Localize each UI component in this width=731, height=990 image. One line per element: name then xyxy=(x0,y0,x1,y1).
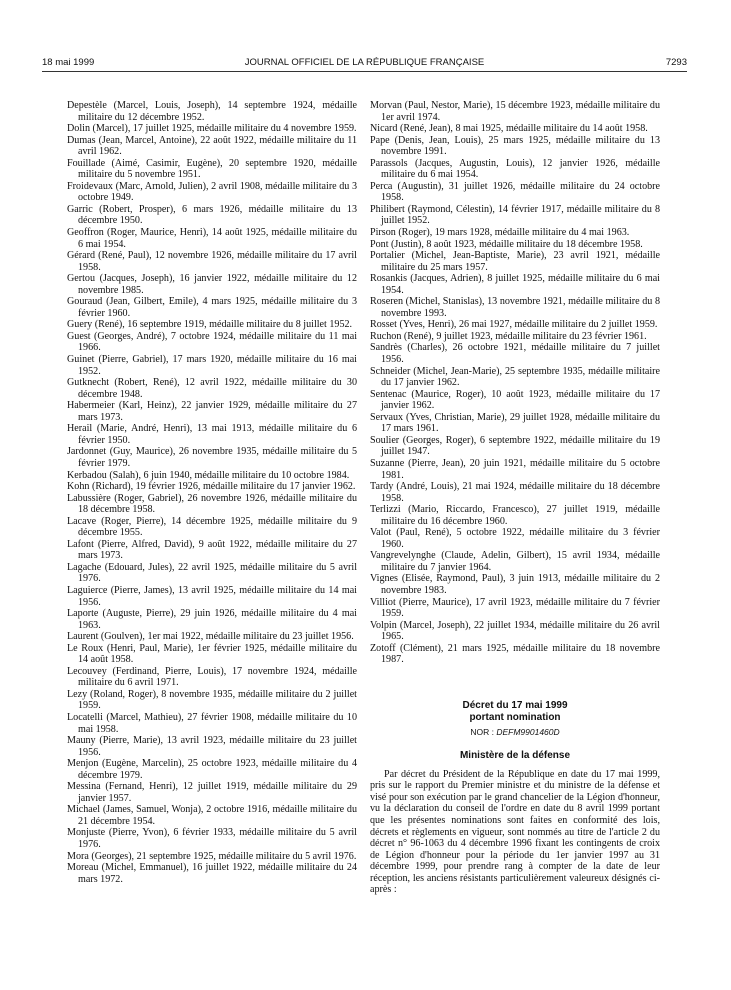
journal-title: JOURNAL OFFICIEL DE LA RÉPUBLIQUE FRANÇAISE xyxy=(244,57,485,68)
decoration-entry: Roseren (Michel, Stanislas), 13 novembre 1921, médaille militaire du 8 novembre 1993. xyxy=(370,296,660,319)
decoration-entry: Moreau (Michel, Emmanuel), 16 juillet 1922, médaille militaire du 24 mars 1972. xyxy=(67,862,357,885)
decoration-entry: Lafont (Pierre, Alfred, David), 9 août 1922, médaille militaire du 27 mars 1973. xyxy=(67,538,357,562)
decoration-entry: Laguierce (Pierre, James), 13 avril 1925, médaille militaire du 14 mai 1956. xyxy=(67,584,357,608)
decoration-entry: Sentenac (Maurice, Roger), 10 août 1923, médaille militaire du 17 janvier 1962. xyxy=(370,388,660,412)
decoration-entry: Gutknecht (Robert, René), 12 avril 1922, médaille militaire du 30 décembre 1948. xyxy=(67,377,357,400)
decoration-entry: Philibert (Raymond, Célestin), 14 février 1917, médaille militaire du 8 juillet 1952. xyxy=(370,203,660,227)
decoration-entry: Herail (Marie, André, Henri), 13 mai 1913, médaille militaire du 6 février 1950. xyxy=(67,423,357,446)
decoration-entry: Perca (Augustin), 31 juillet 1926, médaille militaire du 24 octobre 1958. xyxy=(370,180,660,204)
decoration-entry: Vignes (Elisée, Raymond, Paul), 3 juin 1913, médaille militaire du 2 novembre 1983. xyxy=(370,573,660,596)
decoration-entry: Mora (Georges), 21 septembre 1925, médaille militaire du 5 avril 1976. xyxy=(67,850,357,862)
decoration-entry: Kohn (Richard), 19 février 1926, médaille militaire du 17 janvier 1962. xyxy=(67,481,356,493)
decoration-entry: Depestèle (Marcel, Louis, Joseph), 14 septembre 1924, médaille militaire du 12 décembre 1952. xyxy=(67,100,357,123)
decoration-entry: Gertou (Jacques, Joseph), 16 janvier 1922, médaille militaire du 12 novembre 1985. xyxy=(67,273,357,296)
spacer xyxy=(370,666,660,700)
decree-title: Décret du 17 mai 1999 xyxy=(462,699,568,711)
decoration-entry: Lecouvey (Ferdinand, Pierre, Louis), 17 novembre 1924, médaille militaire du 6 avril 1971. xyxy=(67,665,357,689)
decoration-entry: Dumas (Jean, Marcel, Antoine), 22 août 1922, médaille militaire du 11 avril 1962. xyxy=(67,134,357,158)
decoration-entry: Jardonnet (Guy, Maurice), 26 novembre 1935, médaille militaire du 5 février 1979. xyxy=(67,446,357,469)
decoration-entry: Guinet (Pierre, Gabriel), 17 mars 1920, médaille militaire du 16 mai 1952. xyxy=(67,354,357,377)
nor-reference xyxy=(370,727,660,738)
right-entries-list xyxy=(370,100,660,666)
decoration-entry: Kerbadou (Salah), 6 juin 1940, médaille militaire du 10 octobre 1984. xyxy=(67,469,350,481)
decoration-entry: Le Roux (Henri, Paul, Marie), 1er février 1925, médaille militaire du 14 août 1958. xyxy=(67,642,357,666)
ministry-heading: Ministère de la défense xyxy=(459,749,571,761)
left-column xyxy=(67,100,357,885)
decoration-entry: Gérard (René, Paul), 12 novembre 1926, médaille militaire du 17 avril 1958. xyxy=(67,250,357,273)
decoration-entry: Messina (Fernand, Henri), 12 juillet 1919, médaille militaire du 29 janvier 1957. xyxy=(67,781,357,804)
decoration-entry: Labussière (Roger, Gabriel), 26 novembre 1926, médaille militaire du 18 décembre 1958. xyxy=(67,492,357,516)
decoration-entry: Michael (James, Samuel, Wonja), 2 octobre 1916, médaille militaire du 21 décembre 1954. xyxy=(67,804,357,827)
decoration-entry: Pont (Justin), 8 août 1923, médaille militaire du 18 décembre 1958. xyxy=(370,238,643,250)
decoration-entry: Sandrès (Charles), 26 octobre 1921, médaille militaire du 7 juillet 1956. xyxy=(370,342,660,366)
decoration-entry: Valot (Paul, René), 5 octobre 1922, médaille militaire du 3 février 1960. xyxy=(370,527,660,550)
decoration-entry: Lezy (Roland, Roger), 8 novembre 1935, médaille militaire du 2 juillet 1959. xyxy=(67,688,357,712)
decoration-entry: Terlizzi (Mario, Riccardo, Francesco), 27 juillet 1919, médaille militaire du 16 décembre 1960. xyxy=(370,504,660,527)
decree-subtitle: portant nomination xyxy=(469,711,561,723)
decoration-entry: Nicard (René, Jean), 8 mai 1925, médaille militaire du 14 août 1958. xyxy=(370,123,648,135)
header-rule xyxy=(42,71,687,72)
decoration-entry: Suzanne (Pierre, Jean), 20 juin 1921, médaille militaire du 5 octobre 1981. xyxy=(370,457,660,481)
page-number: 7293 xyxy=(665,57,687,68)
decoration-entry: Habermeier (Karl, Heinz), 22 janvier 1929, médaille militaire du 27 mars 1973. xyxy=(67,400,357,423)
decoration-entry: Zotoff (Clément), 21 mars 1925, médaille militaire du 18 novembre 1987. xyxy=(370,642,660,666)
spacer xyxy=(370,738,660,750)
decree-body: Par décret du Président de la République en date du 17 mai 1999, pris sur le rapport du Premier ministre et du ministre de la défense et visé pour son exécution par le grand chancelier de la Légion d'honneur, vu la déclaration du conseil de l'ordre en date du 8 avril 1999 portant que les présentes nominations sont faites en conformité des lois, décrets et règlements en vigueur, sont nommés au titre de l'article 2 du décret n° 96-1063 du 4 décembre 1996 fixant les contingents de croix de Légion d'honneur pour la période du 1er janvier 1997 au 31 décembre 1999, pour prendre rang à compter de la date de leur réception, les anciens résistants particulièrement valeureux désignés ci-après : xyxy=(370,768,660,896)
decoration-entry: Dolin (Marcel), 17 juillet 1925, médaille militaire du 4 novembre 1959. xyxy=(67,123,357,135)
decoration-entry: Mauny (Pierre, Marie), 13 avril 1923, médaille militaire du 23 juillet 1956. xyxy=(67,735,357,758)
decoration-entry: Menjon (Eugène, Marcelin), 25 octobre 1923, médaille militaire du 4 décembre 1979. xyxy=(67,758,357,781)
nor-label: NOR : xyxy=(470,726,494,737)
right-column xyxy=(370,100,660,896)
decoration-entry: Pape (Denis, Jean, Louis), 25 mars 1925, médaille militaire du 13 novembre 1991. xyxy=(370,134,660,158)
decoration-entry: Tardy (André, Louis), 21 mai 1924, médaille militaire du 18 décembre 1958. xyxy=(370,481,660,504)
decoration-entry: Lacave (Roger, Pierre), 14 décembre 1925, médaille militaire du 9 décembre 1955. xyxy=(67,515,357,539)
decoration-entry: Gouraud (Jean, Gilbert, Emile), 4 mars 1925, médaille militaire du 3 février 1960. xyxy=(67,296,357,319)
page-header xyxy=(42,57,687,71)
decoration-entry: Ruchon (René), 9 juillet 1923, médaille militaire du 23 février 1961. xyxy=(370,330,647,342)
decoration-entry: Lagache (Edouard, Jules), 22 avril 1925, médaille militaire du 5 avril 1976. xyxy=(67,561,357,585)
decoration-entry: Pirson (Roger), 19 mars 1928, médaille militaire du 4 mai 1963. xyxy=(370,227,630,239)
decoration-entry: Villiot (Pierre, Maurice), 17 avril 1923, médaille militaire du 7 février 1959. xyxy=(370,596,660,620)
header-date: 18 mai 1999 xyxy=(42,57,95,68)
decoration-entry: Fouillade (Aimé, Casimir, Eugène), 20 septembre 1920, médaille militaire du 5 novembre 1951. xyxy=(67,157,357,181)
decoration-entry: Geoffron (Roger, Maurice, Henri), 14 août 1925, médaille militaire du 6 mai 1954. xyxy=(67,227,357,250)
nor-code: DEFM9901460D xyxy=(496,726,560,737)
decoration-entry: Laporte (Auguste, Pierre), 29 juin 1926, médaille militaire du 4 mai 1963. xyxy=(67,608,357,631)
decoration-entry: Servaux (Yves, Christian, Marie), 29 juillet 1928, médaille militaire du 17 mars 1961. xyxy=(370,411,660,435)
decoration-entry: Garric (Robert, Prosper), 6 mars 1926, médaille militaire du 13 décembre 1950. xyxy=(67,203,357,227)
decoration-entry: Guery (René), 16 septembre 1919, médaille militaire du 8 juillet 1952. xyxy=(67,319,353,331)
decoration-entry: Vangrevelynghe (Claude, Adelin, Gilbert), 15 avril 1934, médaille militaire du 7 janvier 1964. xyxy=(370,550,660,573)
decoration-entry: Laurent (Goulven), 1er mai 1922, médaille militaire du 23 juillet 1956. xyxy=(67,631,354,643)
decoration-entry: Froidevaux (Marc, Arnold, Julien), 2 avril 1908, médaille militaire du 3 octobre 1949. xyxy=(67,180,357,204)
spacer xyxy=(370,762,660,769)
decoration-entry: Portalier (Michel, Jean-Baptiste, Marie), 23 avril 1921, médaille militaire du 25 mars 1957. xyxy=(370,250,660,273)
decoration-entry: Rosankis (Jacques, Adrien), 8 juillet 1925, médaille militaire du 6 mai 1954. xyxy=(370,273,660,296)
decoration-entry: Guest (Georges, André), 7 octobre 1924, médaille militaire du 11 mai 1966. xyxy=(67,330,357,354)
decoration-entry: Volpin (Marcel, Joseph), 22 juillet 1934, médaille militaire du 26 avril 1965. xyxy=(370,619,660,643)
decoration-entry: Locatelli (Marcel, Mathieu), 27 février 1908, médaille militaire du 10 mai 1958. xyxy=(67,711,357,735)
decoration-entry: Soulier (Georges, Roger), 6 septembre 1922, médaille militaire du 19 juillet 1947. xyxy=(370,434,660,458)
decoration-entry: Morvan (Paul, Nestor, Marie), 15 décembre 1923, médaille militaire du 1er avril 1974. xyxy=(370,100,660,123)
decoration-entry: Schneider (Michel, Jean-Marie), 25 septembre 1935, médaille militaire du 17 janvier 1962. xyxy=(370,365,660,389)
decoration-entry: Monjuste (Pierre, Yvon), 6 février 1933, médaille militaire du 5 avril 1976. xyxy=(67,827,357,850)
decoration-entry: Parassols (Jacques, Augustin, Louis), 12 janvier 1926, médaille militaire du 6 mai 1954. xyxy=(370,157,660,181)
decoration-entry: Rosset (Yves, Henri), 26 mai 1927, médaille militaire du 2 juillet 1959. xyxy=(370,319,658,331)
